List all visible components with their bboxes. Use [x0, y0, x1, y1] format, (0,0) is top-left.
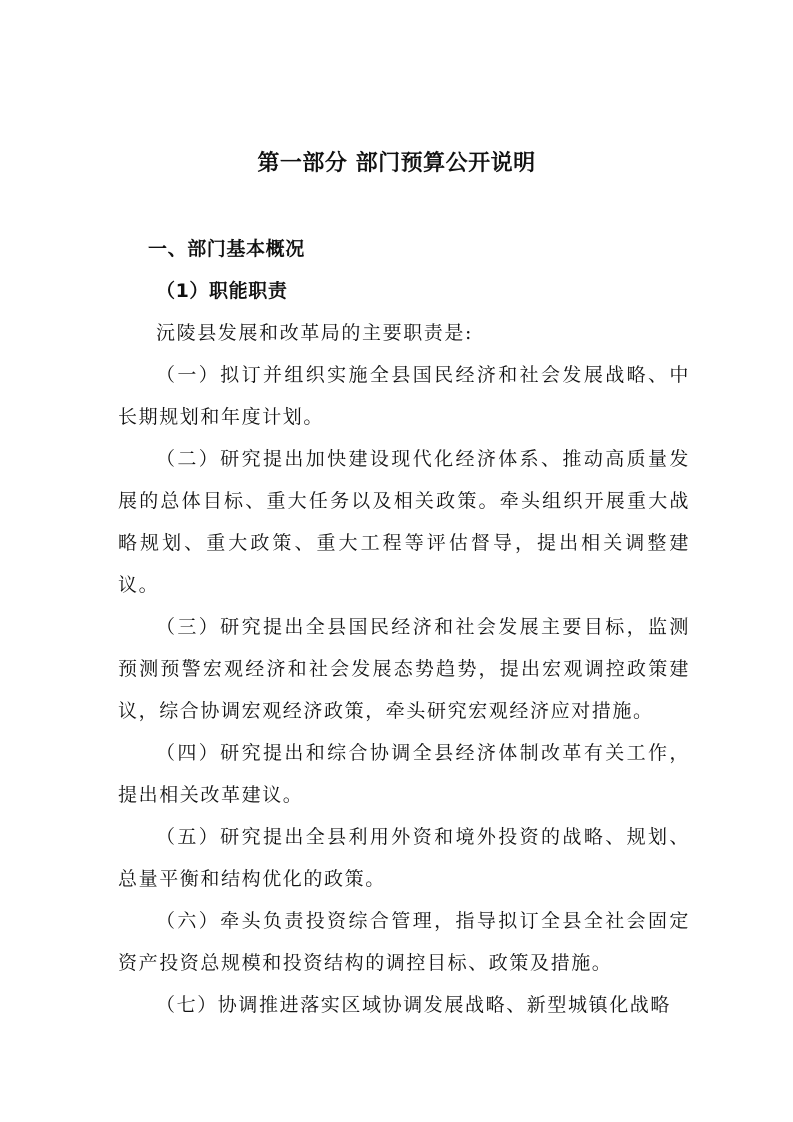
paragraph: （七）协调推进落实区域协调发展战略、新型城镇化战略 [156, 994, 672, 1016]
subsection-heading: （1）职能职责 [156, 280, 288, 302]
paragraph: 沅陵县发展和改革局的主要职责是: [156, 322, 474, 344]
document-body [118, 228, 690, 1026]
page-title: 第一部分 部门预算公开说明 [257, 151, 536, 176]
paragraph: （二）研究提出加快建设现代化经济体系、推动高质量发展的总体目标、重大任务以及相关政策。牵头组织开展重大战略规划、重大政策、重大工程等评估督导，提出相关调整建议。 [118, 448, 690, 596]
paragraph: （四）研究提出和综合协调全县经济体制改革有关工作，提出相关改革建议。 [118, 742, 690, 806]
paragraph: （一）拟订并组织实施全县国民经济和社会发展战略、中长期规划和年度计划。 [118, 364, 690, 428]
section-heading: 一、部门基本概况 [148, 238, 305, 260]
paragraph: （三）研究提出全县国民经济和社会发展主要目标，监测预测预警宏观经济和社会发展态势趋势，提出宏观调控政策建议，综合协调宏观经济政策，牵头研究宏观经济应对措施。 [118, 616, 690, 722]
paragraph: （六）牵头负责投资综合管理，指导拟订全县全社会固定资产投资总规模和投资结构的调控目标、政策及措施。 [118, 910, 690, 974]
paragraph: （五）研究提出全县利用外资和境外投资的战略、规划、总量平衡和结构优化的政策。 [118, 826, 690, 890]
